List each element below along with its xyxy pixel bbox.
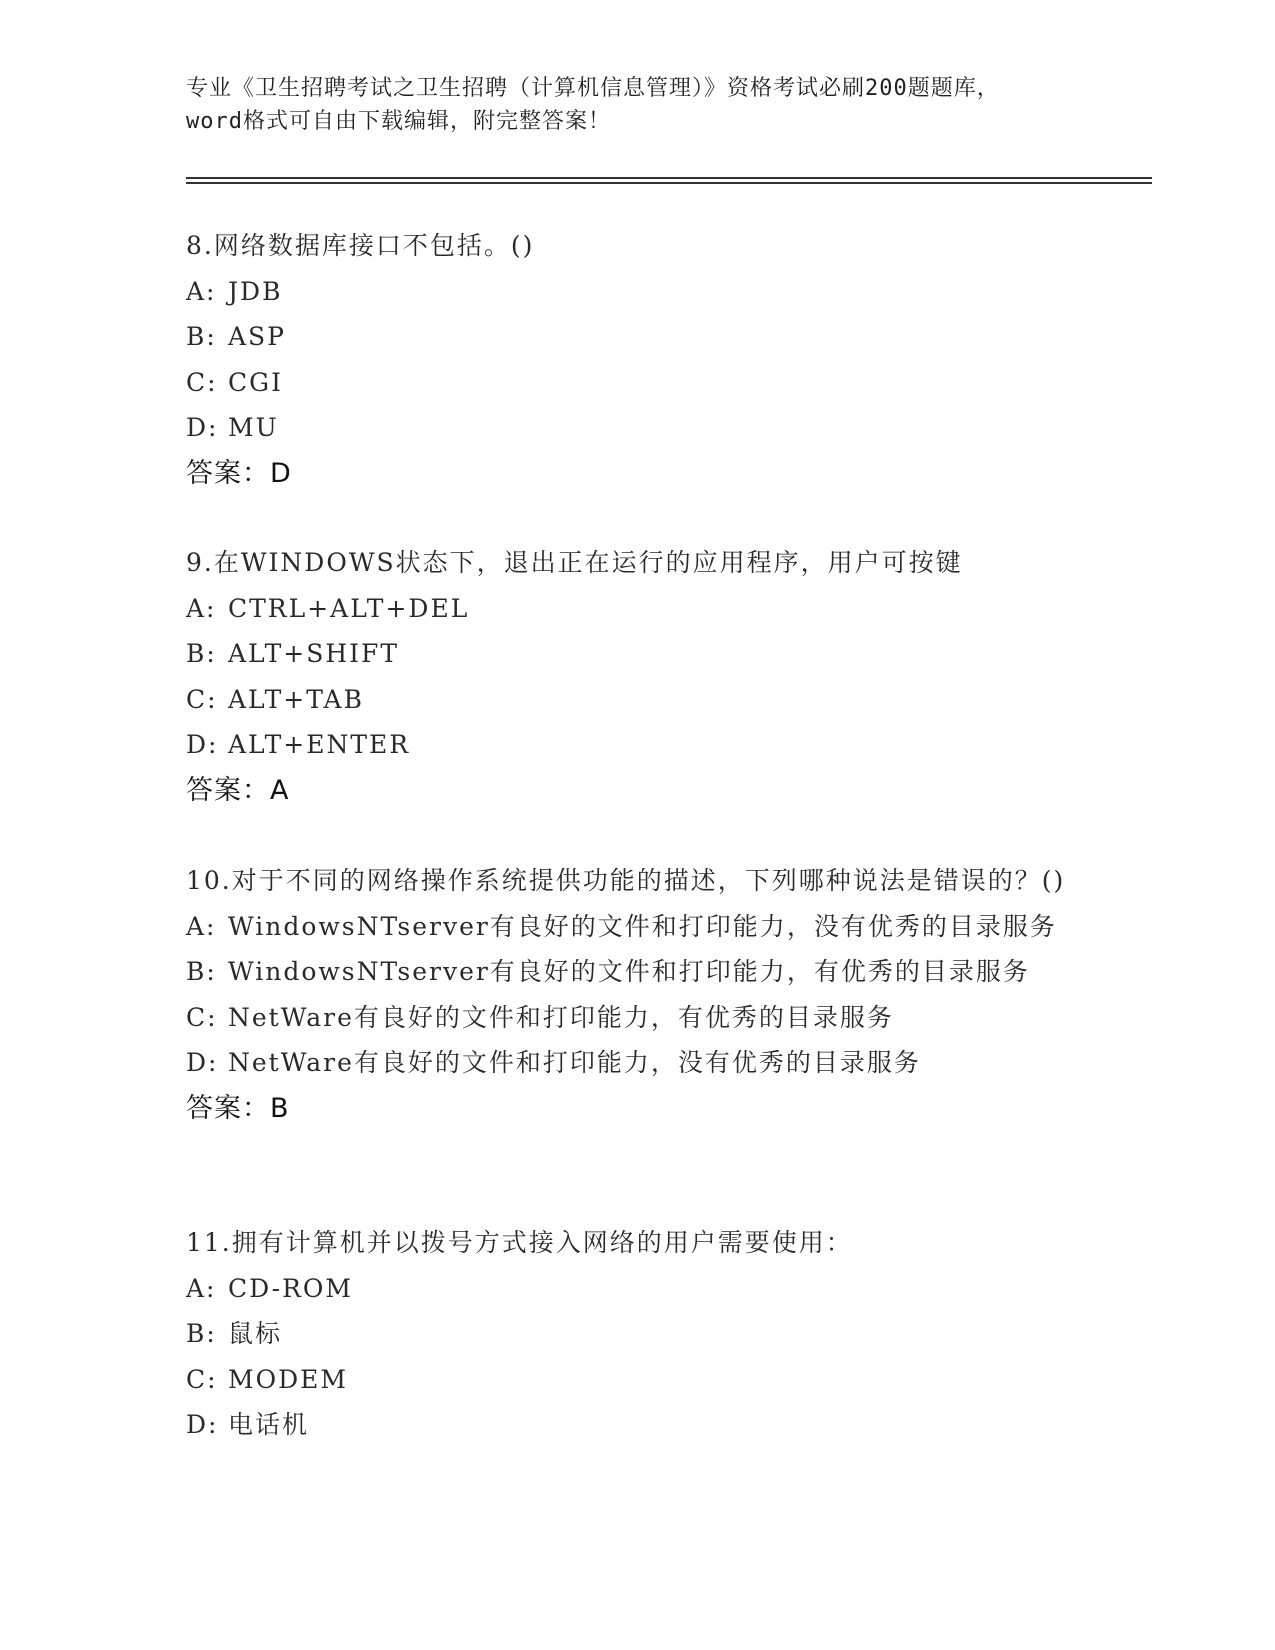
- option-text: NetWare有良好的文件和打印能力，有优秀的目录服务: [228, 1002, 894, 1032]
- option-text: WindowsNTserver有良好的文件和打印能力，有优秀的目录服务: [228, 957, 1030, 986]
- header-line-2: word格式可自由下载编辑，附完整答案！: [186, 109, 611, 134]
- option-letter: C:: [186, 367, 218, 397]
- option-b: [186, 631, 1086, 677]
- option-a: [186, 269, 1086, 315]
- option-text: CGI: [228, 367, 283, 397]
- question-stem: 9.在WINDOWS状态下，退出正在运行的应用程序，用户可按键: [186, 548, 963, 577]
- option-d: [186, 1040, 1086, 1086]
- question-9: [186, 540, 1086, 813]
- option-c: [186, 360, 1086, 406]
- option-a: [186, 586, 1086, 632]
- answer-line: 答案：D: [186, 457, 292, 489]
- option-letter: C:: [186, 1002, 218, 1032]
- option-text: NetWare有良好的文件和打印能力，没有优秀的目录服务: [228, 1048, 921, 1077]
- question-10: [186, 858, 1086, 1131]
- option-letter: D:: [186, 1048, 219, 1077]
- option-letter: D:: [186, 413, 219, 442]
- option-text: 鼠标: [228, 1319, 283, 1348]
- option-a: [186, 1266, 1086, 1312]
- option-text: WindowsNTserver有良好的文件和打印能力，没有优秀的目录服务: [228, 911, 1057, 941]
- header-line-1: 专业《卫生招聘考试之卫生招聘（计算机信息管理）》资格考试必刷200题题库，: [186, 76, 1000, 101]
- document-header: [186, 72, 1086, 138]
- option-b: [186, 1311, 1086, 1357]
- option-d: [186, 1402, 1086, 1448]
- question-stem: 11.拥有计算机并以拨号方式接入网络的用户需要使用：: [186, 1228, 853, 1257]
- question-8: [186, 223, 1086, 496]
- option-b: [186, 314, 1086, 360]
- question-stem: 10.对于不同的网络操作系统提供功能的描述，下列哪种说法是错误的？(): [186, 866, 1066, 895]
- option-text: JDB: [228, 276, 283, 306]
- question-11: [186, 1220, 1086, 1448]
- answer-line: 答案：A: [186, 774, 290, 806]
- option-text: ALT+ENTER: [228, 730, 411, 759]
- answer-line: 答案：B: [186, 1092, 290, 1124]
- option-d: [186, 722, 1086, 768]
- header-divider-top: [186, 177, 1152, 179]
- option-b: [186, 949, 1086, 995]
- option-letter: D:: [186, 1410, 219, 1439]
- option-text: ALT+TAB: [228, 684, 364, 714]
- header-divider-bottom: [186, 182, 1152, 184]
- option-letter: B:: [186, 1319, 217, 1348]
- option-letter: C:: [186, 1364, 218, 1394]
- option-c: [186, 995, 1086, 1041]
- option-text: MODEM: [228, 1364, 348, 1394]
- option-text: ASP: [228, 322, 287, 351]
- option-text: CTRL+ALT+DEL: [228, 593, 470, 623]
- option-text: ALT+SHIFT: [228, 639, 400, 668]
- option-text: CD-ROM: [228, 1273, 354, 1303]
- option-letter: A:: [186, 911, 217, 941]
- question-stem: 8.网络数据库接口不包括。(): [186, 231, 535, 260]
- option-c: [186, 1357, 1086, 1403]
- option-letter: D:: [186, 730, 219, 759]
- option-c: [186, 677, 1086, 723]
- option-letter: B:: [186, 639, 217, 668]
- option-letter: B:: [186, 957, 217, 986]
- option-letter: A:: [186, 593, 217, 623]
- option-letter: C:: [186, 684, 218, 714]
- option-text: 电话机: [228, 1410, 310, 1439]
- option-d: [186, 405, 1086, 451]
- option-letter: A:: [186, 276, 217, 306]
- option-letter: A:: [186, 1273, 217, 1303]
- option-text: MU: [228, 413, 279, 442]
- option-a: [186, 904, 1086, 950]
- option-letter: B:: [186, 322, 217, 351]
